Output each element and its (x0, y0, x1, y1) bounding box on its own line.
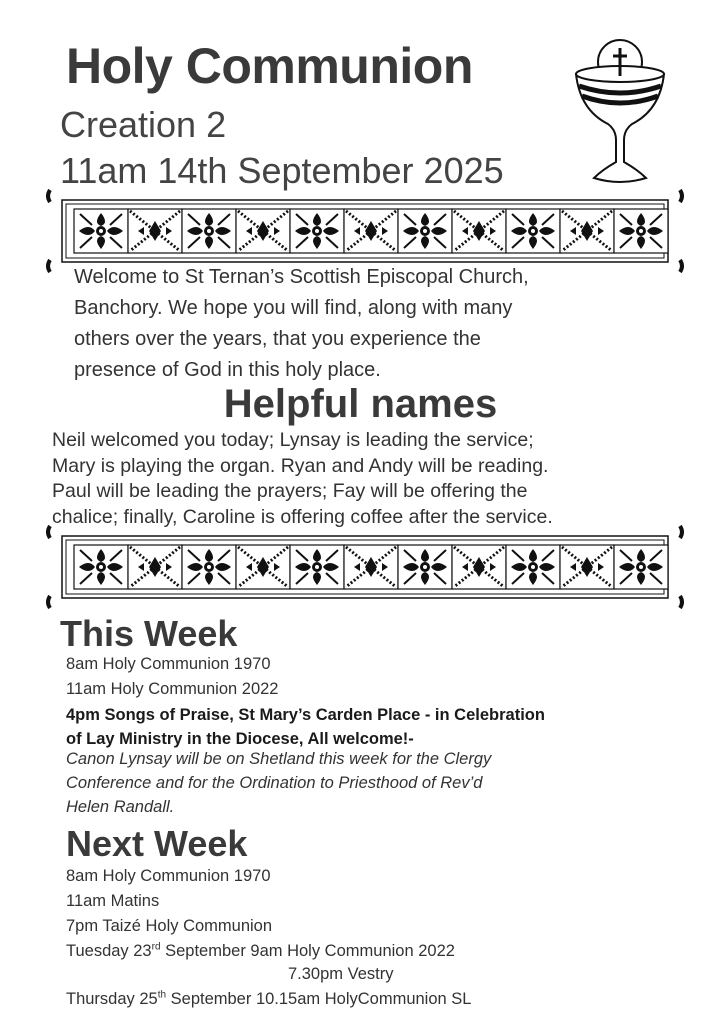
service-theme: Creation 2 (60, 104, 227, 145)
highlight-line: of Lay Ministry in the Diocese, All welcome!- (66, 730, 414, 748)
list-item: 11am Matins (66, 892, 160, 910)
next-week-list (66, 864, 455, 964)
notice-line: Helen Randall. (66, 798, 175, 816)
page-title: Holy Communion (66, 38, 473, 94)
decorative-border-bottom (40, 522, 690, 612)
next-week-heading: Next Week (66, 823, 248, 864)
helpful-names-paragraph (52, 428, 692, 530)
list-item: 7pm Taizé Holy Communion (66, 917, 273, 935)
welcome-paragraph (74, 262, 674, 386)
list-item-tuesday: Tuesday 23rd September 9am Holy Communion 2022 (66, 941, 455, 960)
helpful-names-line: Neil welcomed you today; Lynsay is leading the service; (52, 429, 534, 451)
highlight-notice (66, 703, 545, 751)
list-item-thursday: Thursday 25th September 10.15am HolyCommunion SL (66, 989, 472, 1008)
welcome-line: Welcome to St Ternan’s Scottish Episcopal Church, (74, 266, 529, 288)
helpful-names-line: chalice; finally, Caroline is offering coffee after the service. (52, 505, 553, 528)
this-week-list (66, 652, 278, 702)
helpful-names-line: Mary is playing the organ. Ryan and Andy will be reading. (52, 454, 549, 477)
service-date: 11am 14th September 2025 (60, 150, 504, 191)
notice-line: Conference and for the Ordination to Priesthood of Rev’d (66, 774, 483, 792)
helpful-names-heading: Helpful names (223, 382, 498, 426)
this-week-heading: This Week (60, 613, 238, 654)
clergy-notice (66, 747, 491, 819)
list-item: 8am Holy Communion 1970 (66, 655, 271, 673)
highlight-line: 4pm Songs of Praise, St Mary’s Carden Place - in Celebration (66, 706, 545, 724)
welcome-line: others over the years, that you experience the (74, 328, 481, 350)
list-item: 11am Holy Communion 2022 (66, 680, 279, 698)
notice-line: Canon Lynsay will be on Shetland this week for the Clergy (66, 750, 492, 768)
welcome-line: Banchory. We hope you will find, along with many (74, 297, 513, 319)
list-item: 8am Holy Communion 1970 (66, 867, 271, 885)
welcome-line: presence of God in this holy place. (74, 359, 381, 381)
helpful-names-line: Paul will be leading the prayers; Fay will be offering the (52, 480, 528, 502)
vestry-meeting: 7.30pm Vestry (288, 965, 394, 983)
chalice-icon (570, 30, 670, 190)
